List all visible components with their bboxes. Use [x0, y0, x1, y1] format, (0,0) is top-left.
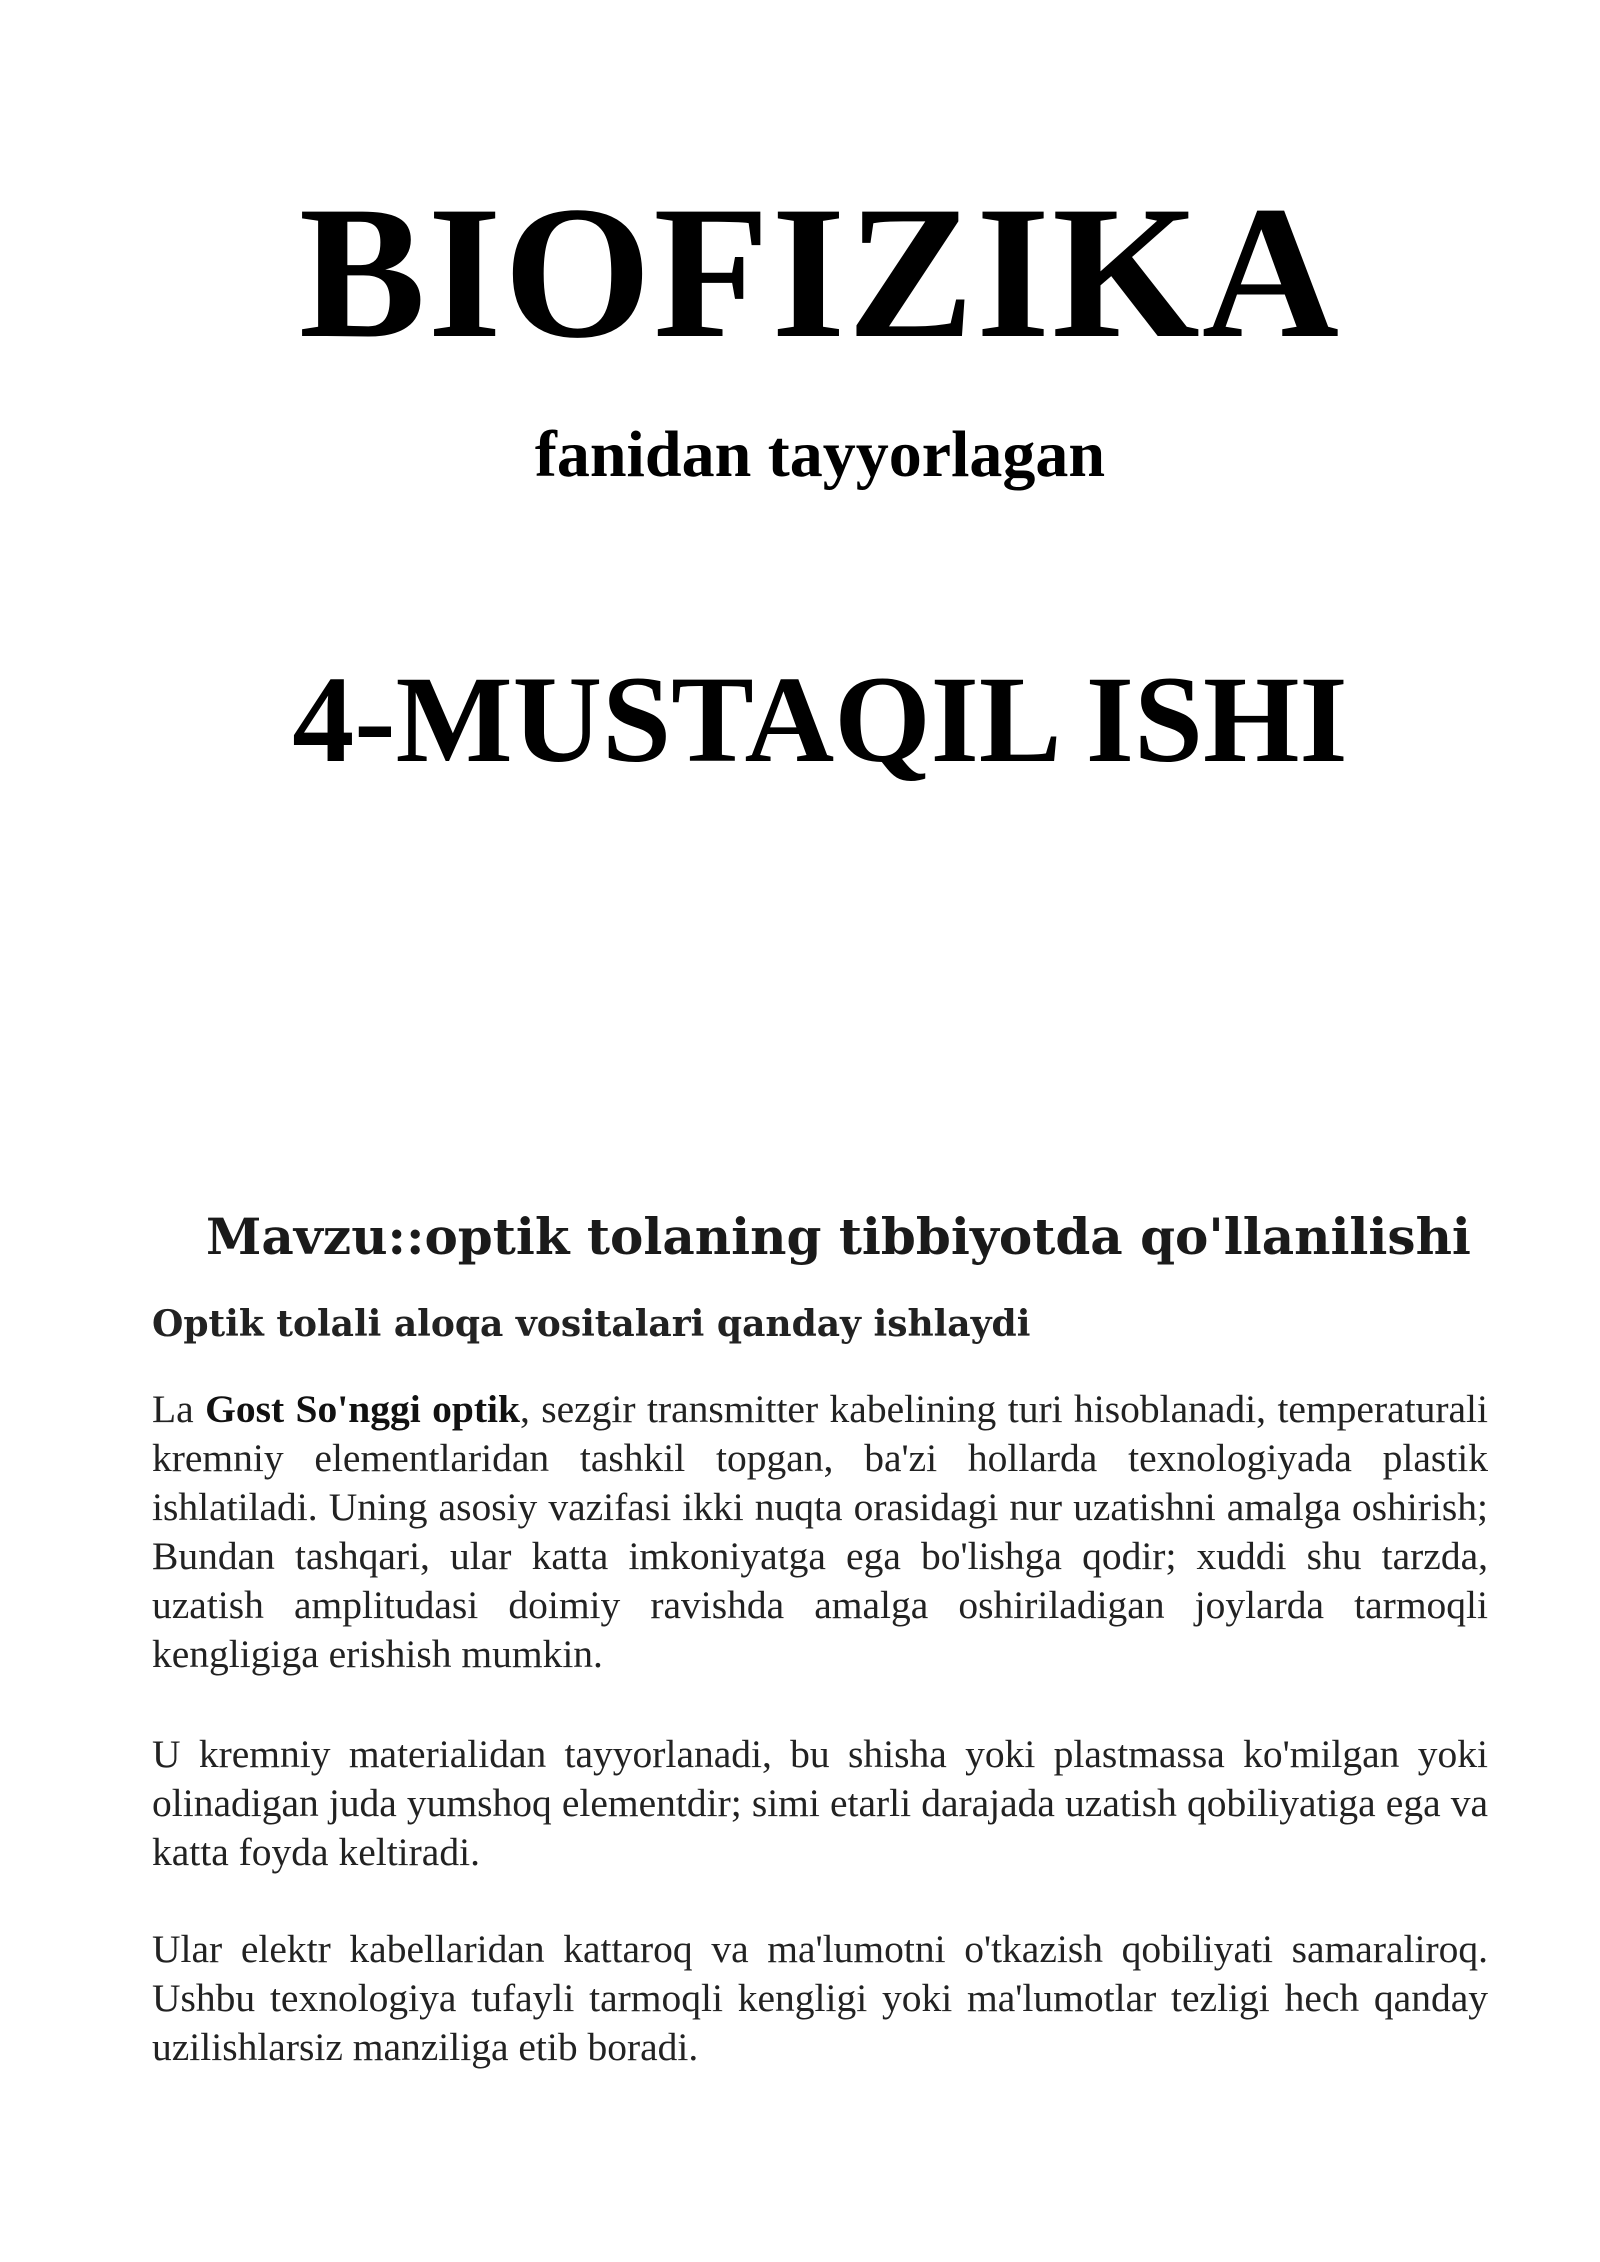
- main-title: BIOFIZIKA: [298, 168, 1342, 378]
- paragraph-2: U kremniy materialidan tayyorlanadi, bu shisha yoki plastmassa ko'milgan yoki olinadigan juda yumshoq elementdir; simi etarli darajada uzatish qobiliyatiga ega va katta foyda keltiradi.: [152, 1732, 1488, 1874]
- paragraph-1-text: , sezgir transmitter kabelining turi hisoblanadi, temperaturali kremniy elementlaridan tashkil topgan, ba'zi hollarda texnologiyada plastik ishlatiladi. Uning asosiy vazifasi ikki nuqta orasidagi nur uzatishni amalga oshirish; Bundan tashqari, ular katta imkoniyatga ega bo'lishga qodir; xuddi shu tarzda, uzatish amplitudasi doimiy ravishda amalga oshiriladigan joylarda tarmoqli kengligiga erishish mumkin.: [152, 1387, 1488, 1676]
- paragraph-1: [152, 1385, 1488, 1679]
- subtitle: fanidan tayyorlagan: [534, 418, 1106, 491]
- paragraph-3: Ular elektr kabellaridan kattaroq va ma'lumotni o'tkazish qobiliyati samaraliroq. Ushbu texnologiya tufayli tarmoqli kengligi yoki ma'lumotlar tezligi hech qanday uzilishlarsiz manziliga etib boradi.: [152, 1927, 1488, 2069]
- paragraph-1-bold-term: Gost So'nggi optik: [205, 1387, 520, 1431]
- section-heading: Optik tolali aloqa vositalari qanday ishlaydi: [152, 1303, 1031, 1345]
- work-title: 4-MUSTAQIL ISHI: [292, 651, 1348, 788]
- paragraph-1-lead: La: [152, 1387, 194, 1431]
- topic-heading: Mavzu::optik tolaning tibbiyotda qo'llanilishi: [206, 1207, 1471, 1266]
